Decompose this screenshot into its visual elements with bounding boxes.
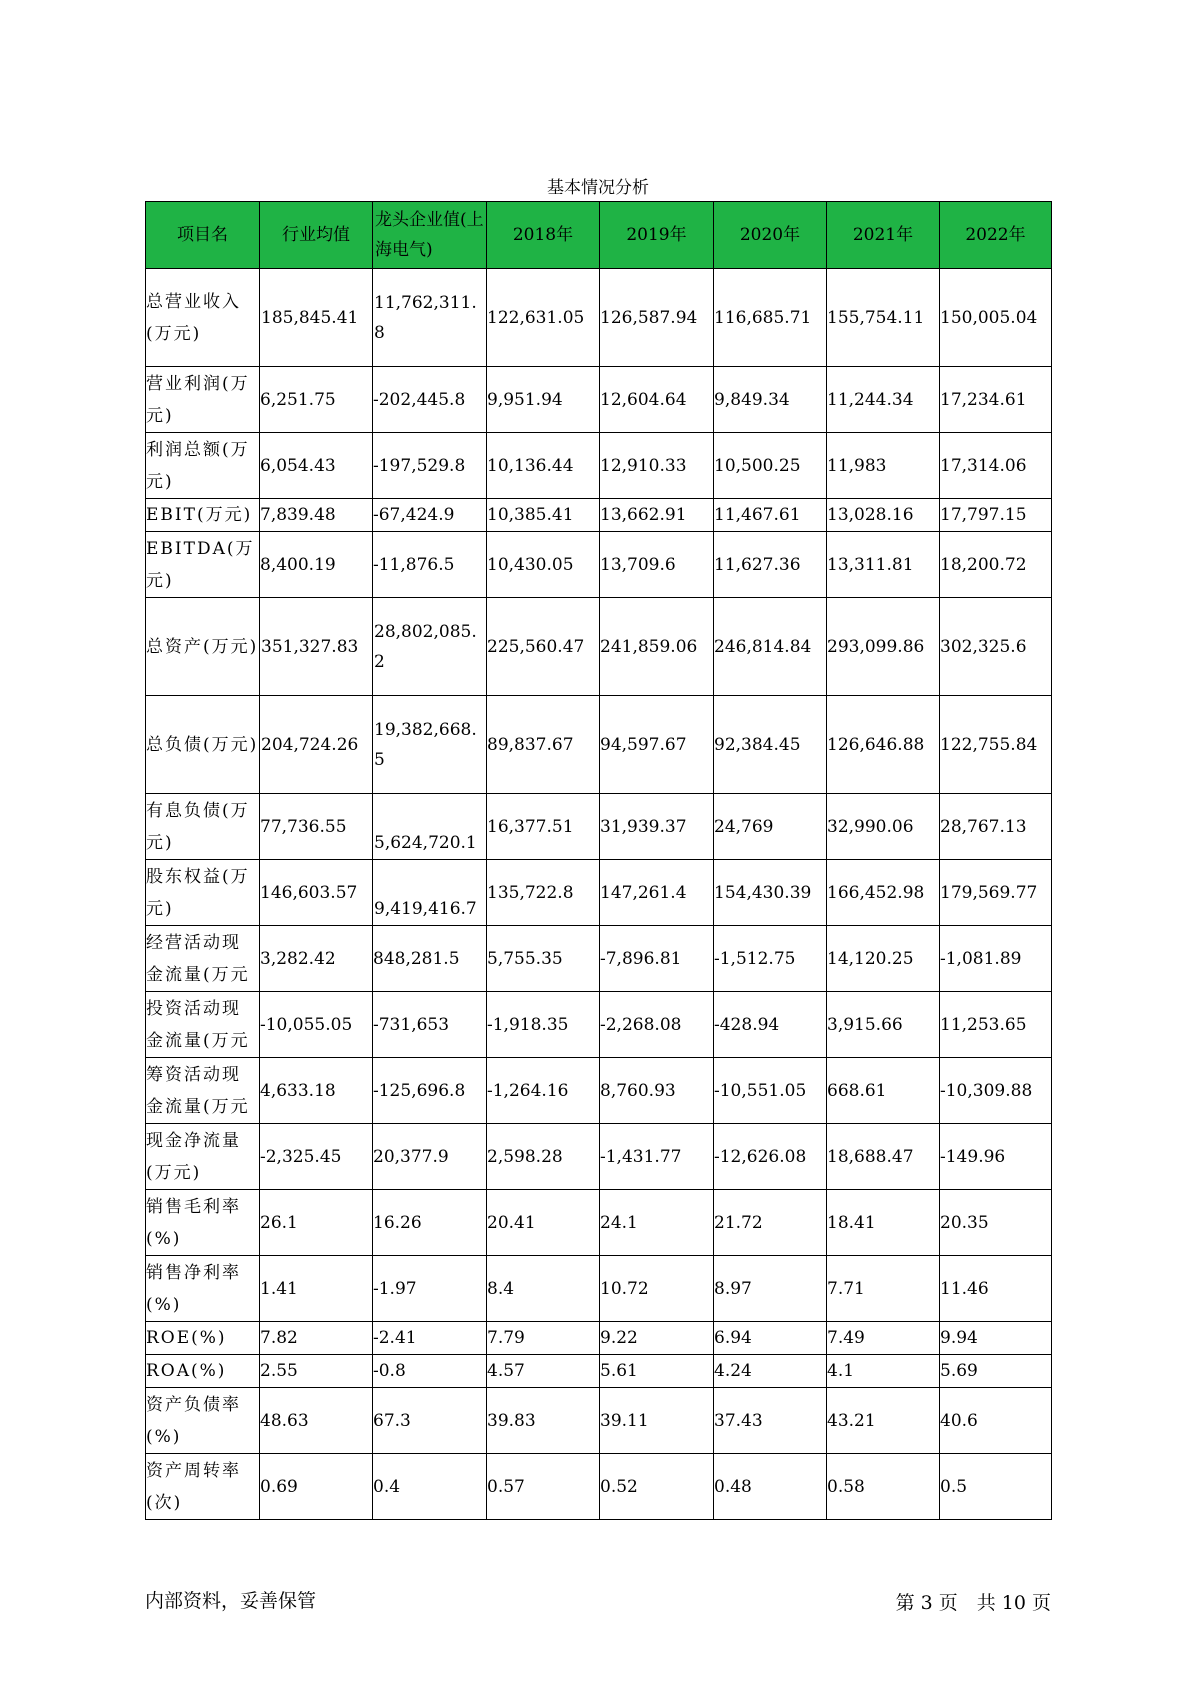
row-label: 有息负债(万元) — [146, 794, 260, 860]
value-cell: 116,685.71 — [714, 269, 827, 367]
value-cell: 8.97 — [714, 1256, 827, 1322]
value-cell: 24,769 — [714, 794, 827, 860]
table-row — [146, 1058, 1052, 1124]
footer-page-number: 第 3 页 共 10 页 — [895, 1592, 1051, 1614]
row-label: 总资产(万元) — [146, 598, 260, 696]
value-cell: 5,624,720.1 — [373, 794, 487, 860]
value-cell: 11.46 — [940, 1256, 1052, 1322]
value-cell: 7.49 — [827, 1322, 940, 1355]
header-cell: 2019年 — [600, 202, 714, 269]
value-cell: 122,631.05 — [487, 269, 600, 367]
value-cell: 8.4 — [487, 1256, 600, 1322]
row-label: 投资活动现金流量(万元 — [146, 992, 260, 1058]
value-cell: 5.69 — [940, 1355, 1052, 1388]
table-row — [146, 1256, 1052, 1322]
value-cell: -2.41 — [373, 1322, 487, 1355]
value-cell: 18,200.72 — [940, 532, 1052, 598]
table-row — [146, 1190, 1052, 1256]
table-row — [146, 433, 1052, 499]
value-cell: 848,281.5 — [373, 926, 487, 992]
row-label: 利润总额(万元) — [146, 433, 260, 499]
value-cell: 0.52 — [600, 1454, 714, 1520]
value-cell: 20,377.9 — [373, 1124, 487, 1190]
row-label: 总营业收入(万元) — [146, 269, 260, 367]
value-cell: 3,282.42 — [260, 926, 373, 992]
value-cell: 6.94 — [714, 1322, 827, 1355]
value-cell: 2.55 — [260, 1355, 373, 1388]
table-row — [146, 367, 1052, 433]
value-cell: -2,268.08 — [600, 992, 714, 1058]
value-cell: 12,604.64 — [600, 367, 714, 433]
value-cell: -12,626.08 — [714, 1124, 827, 1190]
table-row — [146, 269, 1052, 367]
value-cell: 16,377.51 — [487, 794, 600, 860]
value-cell: 20.41 — [487, 1190, 600, 1256]
value-cell: 185,845.41 — [260, 269, 373, 367]
value-cell: -731,653 — [373, 992, 487, 1058]
value-cell: 0.5 — [940, 1454, 1052, 1520]
value-cell: 0.69 — [260, 1454, 373, 1520]
value-cell: 89,837.67 — [487, 696, 600, 794]
value-cell: 48.63 — [260, 1388, 373, 1454]
value-cell: 4.57 — [487, 1355, 600, 1388]
value-cell: -10,551.05 — [714, 1058, 827, 1124]
value-cell: -10,309.88 — [940, 1058, 1052, 1124]
row-label: 资产周转率(次) — [146, 1454, 260, 1520]
row-label: 营业利润(万元) — [146, 367, 260, 433]
value-cell: 122,755.84 — [940, 696, 1052, 794]
value-cell: 94,597.67 — [600, 696, 714, 794]
value-cell: -149.96 — [940, 1124, 1052, 1190]
value-cell: -197,529.8 — [373, 433, 487, 499]
value-cell: 10.72 — [600, 1256, 714, 1322]
table-row — [146, 1322, 1052, 1355]
value-cell: 67.3 — [373, 1388, 487, 1454]
value-cell: -10,055.05 — [260, 992, 373, 1058]
value-cell: 154,430.39 — [714, 860, 827, 926]
value-cell: -428.94 — [714, 992, 827, 1058]
value-cell: 7,839.48 — [260, 499, 373, 532]
value-cell: 11,467.61 — [714, 499, 827, 532]
table-row — [146, 992, 1052, 1058]
value-cell: 11,244.34 — [827, 367, 940, 433]
table-row — [146, 860, 1052, 926]
value-cell: 10,500.25 — [714, 433, 827, 499]
row-label: 经营活动现金流量(万元 — [146, 926, 260, 992]
value-cell: 17,797.15 — [940, 499, 1052, 532]
value-cell: 19,382,668.5 — [373, 696, 487, 794]
value-cell: -0.8 — [373, 1355, 487, 1388]
value-cell: 0.58 — [827, 1454, 940, 1520]
value-cell: 12,910.33 — [600, 433, 714, 499]
value-cell: 11,983 — [827, 433, 940, 499]
row-label: 现金净流量(万元) — [146, 1124, 260, 1190]
header-cell: 2020年 — [714, 202, 827, 269]
value-cell: -1.97 — [373, 1256, 487, 1322]
value-cell: 9,419,416.7 — [373, 860, 487, 926]
value-cell: 17,234.61 — [940, 367, 1052, 433]
value-cell: 4.1 — [827, 1355, 940, 1388]
value-cell: 13,311.81 — [827, 532, 940, 598]
header-cell: 2018年 — [487, 202, 600, 269]
header-row — [146, 202, 1052, 269]
value-cell: -2,325.45 — [260, 1124, 373, 1190]
table-row — [146, 532, 1052, 598]
value-cell: 179,569.77 — [940, 860, 1052, 926]
value-cell: 14,120.25 — [827, 926, 940, 992]
table-row — [146, 499, 1052, 532]
value-cell: 39.83 — [487, 1388, 600, 1454]
value-cell: -1,512.75 — [714, 926, 827, 992]
value-cell: 9,951.94 — [487, 367, 600, 433]
value-cell: 4,633.18 — [260, 1058, 373, 1124]
value-cell: -7,896.81 — [600, 926, 714, 992]
value-cell: 0.57 — [487, 1454, 600, 1520]
value-cell: 6,251.75 — [260, 367, 373, 433]
value-cell: 126,587.94 — [600, 269, 714, 367]
value-cell: 5.61 — [600, 1355, 714, 1388]
value-cell: -1,264.16 — [487, 1058, 600, 1124]
header-cell: 项目名 — [146, 202, 260, 269]
value-cell: 13,662.91 — [600, 499, 714, 532]
value-cell: 0.4 — [373, 1454, 487, 1520]
value-cell: 28,802,085.2 — [373, 598, 487, 696]
row-label: 销售毛利率(%) — [146, 1190, 260, 1256]
value-cell: 0.48 — [714, 1454, 827, 1520]
value-cell: -202,445.8 — [373, 367, 487, 433]
value-cell: 302,325.6 — [940, 598, 1052, 696]
value-cell: 135,722.8 — [487, 860, 600, 926]
value-cell: 668.61 — [827, 1058, 940, 1124]
value-cell: 11,627.36 — [714, 532, 827, 598]
value-cell: 7.82 — [260, 1322, 373, 1355]
row-label: 股东权益(万元) — [146, 860, 260, 926]
value-cell: 155,754.11 — [827, 269, 940, 367]
value-cell: 77,736.55 — [260, 794, 373, 860]
value-cell: 10,136.44 — [487, 433, 600, 499]
value-cell: -67,424.9 — [373, 499, 487, 532]
value-cell: -11,876.5 — [373, 532, 487, 598]
value-cell: 2,598.28 — [487, 1124, 600, 1190]
value-cell: 37.43 — [714, 1388, 827, 1454]
value-cell: 17,314.06 — [940, 433, 1052, 499]
value-cell: 18,688.47 — [827, 1124, 940, 1190]
value-cell: 7.71 — [827, 1256, 940, 1322]
value-cell: 1.41 — [260, 1256, 373, 1322]
value-cell: 92,384.45 — [714, 696, 827, 794]
row-label: 筹资活动现金流量(万元 — [146, 1058, 260, 1124]
row-label: EBITDA(万元) — [146, 532, 260, 598]
table-row — [146, 794, 1052, 860]
value-cell: 28,767.13 — [940, 794, 1052, 860]
value-cell: 43.21 — [827, 1388, 940, 1454]
row-label: 总负债(万元) — [146, 696, 260, 794]
value-cell: 21.72 — [714, 1190, 827, 1256]
header-cell: 2022年 — [940, 202, 1052, 269]
value-cell: 10,385.41 — [487, 499, 600, 532]
value-cell: 241,859.06 — [600, 598, 714, 696]
value-cell: 147,261.4 — [600, 860, 714, 926]
value-cell: 7.79 — [487, 1322, 600, 1355]
value-cell: 24.1 — [600, 1190, 714, 1256]
value-cell: 9.94 — [940, 1322, 1052, 1355]
row-label: ROE(%) — [146, 1322, 260, 1355]
row-label: ROA(%) — [146, 1355, 260, 1388]
value-cell: 40.6 — [940, 1388, 1052, 1454]
table-row — [146, 1388, 1052, 1454]
value-cell: 351,327.83 — [260, 598, 373, 696]
value-cell: 16.26 — [373, 1190, 487, 1256]
value-cell: 18.41 — [827, 1190, 940, 1256]
value-cell: 225,560.47 — [487, 598, 600, 696]
value-cell: 4.24 — [714, 1355, 827, 1388]
value-cell: 13,028.16 — [827, 499, 940, 532]
table-title: 基本情况分析 — [547, 178, 649, 198]
value-cell: 6,054.43 — [260, 433, 373, 499]
table-row — [146, 696, 1052, 794]
table-row — [146, 1355, 1052, 1388]
value-cell: 9.22 — [600, 1322, 714, 1355]
value-cell: 32,990.06 — [827, 794, 940, 860]
footer-confidential: 内部资料，妥善保管 — [145, 1590, 317, 1612]
row-label: EBIT(万元) — [146, 499, 260, 532]
value-cell: 8,400.19 — [260, 532, 373, 598]
value-cell: 31,939.37 — [600, 794, 714, 860]
value-cell: 9,849.34 — [714, 367, 827, 433]
value-cell: 126,646.88 — [827, 696, 940, 794]
value-cell: 293,099.86 — [827, 598, 940, 696]
value-cell: 166,452.98 — [827, 860, 940, 926]
value-cell: 246,814.84 — [714, 598, 827, 696]
table-row — [146, 598, 1052, 696]
value-cell: 20.35 — [940, 1190, 1052, 1256]
header-cell: 行业均值 — [260, 202, 373, 269]
value-cell: 11,762,311.8 — [373, 269, 487, 367]
value-cell: 26.1 — [260, 1190, 373, 1256]
header-cell: 2021年 — [827, 202, 940, 269]
value-cell: 10,430.05 — [487, 532, 600, 598]
value-cell: 3,915.66 — [827, 992, 940, 1058]
value-cell: 13,709.6 — [600, 532, 714, 598]
row-label: 资产负债率(%) — [146, 1388, 260, 1454]
value-cell: 11,253.65 — [940, 992, 1052, 1058]
table-row — [146, 926, 1052, 992]
header-cell: 龙头企业值(上海电气) — [373, 202, 487, 269]
value-cell: -1,081.89 — [940, 926, 1052, 992]
value-cell: 150,005.04 — [940, 269, 1052, 367]
value-cell: 8,760.93 — [600, 1058, 714, 1124]
value-cell: 5,755.35 — [487, 926, 600, 992]
table-row — [146, 1454, 1052, 1520]
value-cell: 39.11 — [600, 1388, 714, 1454]
value-cell: -125,696.8 — [373, 1058, 487, 1124]
value-cell: -1,431.77 — [600, 1124, 714, 1190]
basic-analysis-table — [145, 201, 1052, 1520]
value-cell: -1,918.35 — [487, 992, 600, 1058]
row-label: 销售净利率(%) — [146, 1256, 260, 1322]
table-row — [146, 1124, 1052, 1190]
value-cell: 204,724.26 — [260, 696, 373, 794]
value-cell: 146,603.57 — [260, 860, 373, 926]
